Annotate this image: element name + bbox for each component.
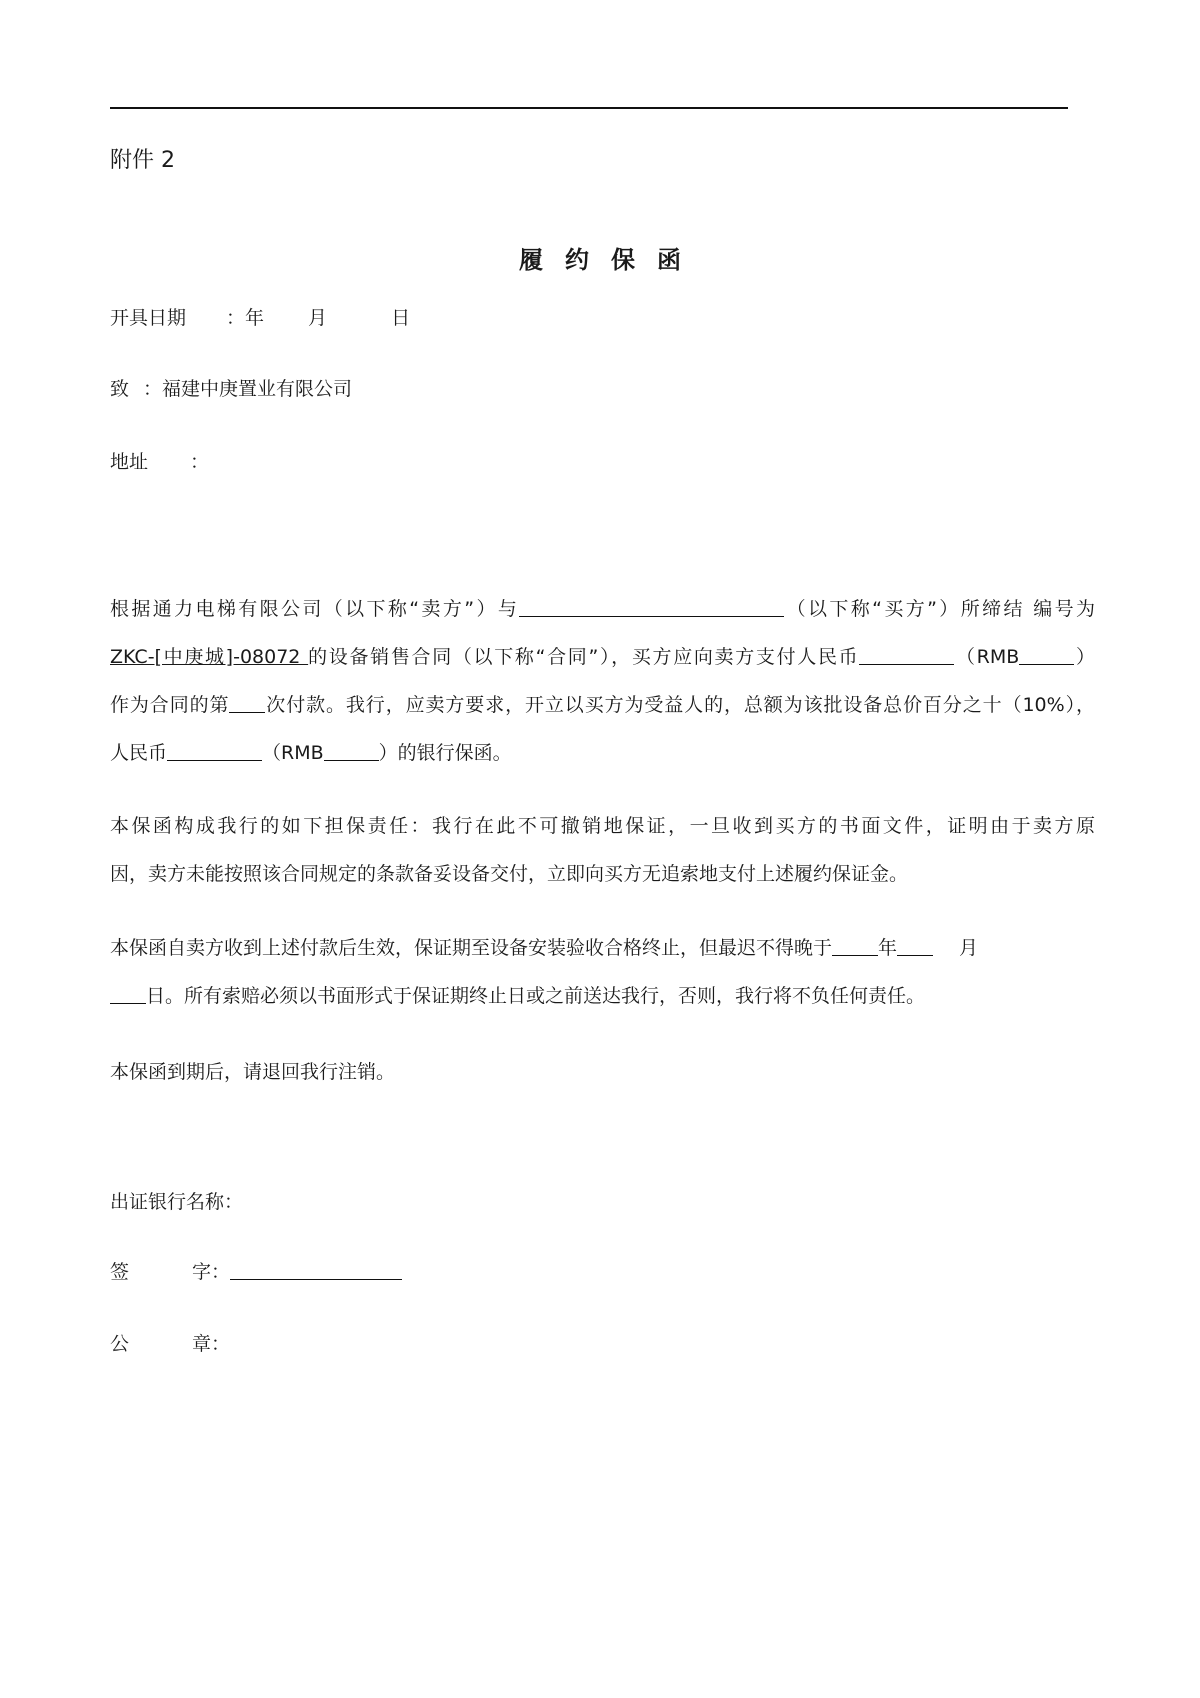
bank-name-label: 出证银行名称：	[110, 1191, 244, 1213]
recipient-colon: ：	[143, 378, 163, 400]
contract-number: ZKC-[中庚城]-08072	[110, 646, 309, 668]
paragraph-contract-line-3: 作为合同的第 次付款。我行，应卖方要求，开立以买方为受益人的，总额为该批设备总价百分之十（10%），	[110, 694, 1095, 716]
paragraph-liability-line-1: 本保函构成我行的如下担保责任：我行在此不可撤销地保证，一旦收到买方的书面文件，证明由于卖方原	[110, 815, 1095, 837]
signature-row	[110, 1260, 402, 1284]
paragraph-validity-line-2: 日。所有索赔必须以书面形式于保证期终止日或之前送达我行，否则，我行将不负任何责任。	[110, 972, 1095, 1020]
attachment-label: 附件 2	[110, 148, 175, 173]
paragraph-liability-line-2: 因，卖方未能按照该合同规定的条款备妥设备交付，立即向买方无追索地支付上述履约保证金。	[110, 863, 909, 885]
signature-label-b: 字：	[192, 1261, 231, 1283]
issue-date-colon: ：	[226, 307, 246, 329]
top-rule	[110, 107, 1068, 109]
payment-rmb-text-blank	[859, 646, 954, 665]
signature-label-a: 签	[110, 1261, 130, 1283]
issue-date-label: 开具日期	[110, 307, 187, 329]
paragraph-return: 本保函到期后，请退回我行注销。	[110, 1061, 396, 1083]
paragraph-liability	[110, 802, 1095, 898]
payment-rmb-amount-blank	[1019, 646, 1074, 665]
seal-label-a: 公	[110, 1333, 130, 1355]
signature-blank	[230, 1261, 402, 1280]
guarantee-rmb-text-blank	[167, 742, 262, 761]
paragraph-validity	[110, 924, 1095, 1020]
expiry-day-blank	[110, 985, 146, 1004]
recipient-value: 福建中庚置业有限公司	[162, 378, 353, 400]
expiry-month-blank	[897, 937, 933, 956]
issue-date-year: 年	[245, 307, 265, 329]
address-label: 地址	[110, 451, 149, 473]
installment-number-blank	[229, 694, 265, 713]
seal-row	[110, 1332, 230, 1356]
issue-date-row	[110, 306, 410, 330]
recipient-label: 致	[110, 378, 130, 400]
issue-date-day: 日	[391, 307, 411, 329]
issue-date-month: 月	[308, 307, 328, 329]
seal-label-b: 章：	[192, 1333, 231, 1355]
address-row	[110, 450, 209, 474]
paragraph-contract-line-1: 根据通力电梯有限公司（以下称“卖方”）与 （以下称“买方”）所缔结 编号为	[110, 598, 1095, 620]
paragraph-contract-line-2: ZKC-[中庚城]-08072 的设备销售合同（以下称“合同”），买方应向卖方支付人民币 （RMB ）	[110, 646, 1095, 668]
paragraph-contract-line-4: 人民币 （RMB ）的银行保函。	[110, 742, 512, 764]
paragraph-contract	[110, 585, 1095, 777]
address-colon: ：	[190, 451, 210, 473]
guarantee-rmb-amount-blank	[324, 742, 379, 761]
document-title: 履约保函	[519, 246, 703, 274]
expiry-year-blank	[832, 937, 878, 956]
recipient-row	[110, 377, 352, 401]
paragraph-validity-line-1: 本保函自卖方收到上述付款后生效，保证期至设备安装验收合格终止，但最迟不得晚于 年 月	[110, 937, 979, 959]
buyer-name-blank	[519, 598, 784, 617]
